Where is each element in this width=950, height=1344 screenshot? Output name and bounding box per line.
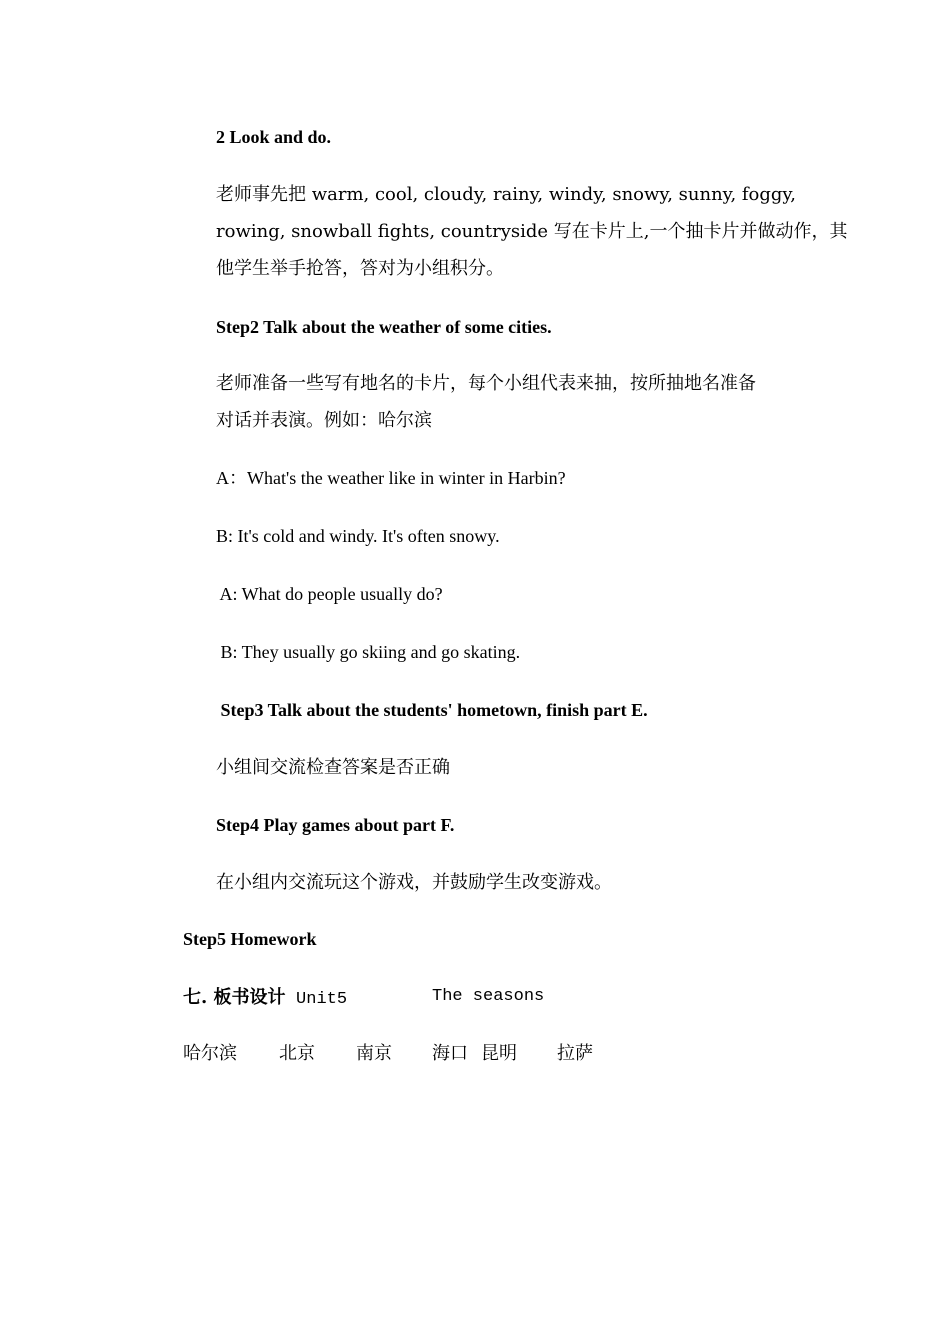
city-label: 哈尔滨: [183, 1043, 237, 1064]
look-and-do-heading: 2 Look and do.: [216, 127, 332, 147]
step2-text-line2: 对话并表演。例如：哈尔滨: [216, 410, 432, 431]
step5-heading: Step5 Homework: [183, 929, 317, 949]
board-design-title: The seasons: [432, 987, 545, 1006]
city-label: 北京: [279, 1043, 315, 1064]
dialogue-line: B: It's cold and windy. It's often snowy.: [216, 526, 500, 546]
look-and-do-text-line3: 他学生举手抢答，答对为小组积分。: [216, 258, 504, 279]
city-label: 海口: [432, 1043, 468, 1064]
city-label: 南京: [356, 1043, 392, 1064]
step3-text: 小组间交流检查答案是否正确: [216, 757, 450, 778]
board-design-row: [183, 986, 545, 1011]
step4-text: 在小组内交流玩这个游戏，并鼓励学生改变游戏。: [216, 872, 612, 893]
board-design-label: 七. 板书设计: [183, 987, 286, 1008]
look-and-do-text-line2: rowing, snowball fights, countryside 写在卡片上,一个抽卡片并做动作，其: [216, 221, 848, 242]
city-label: 拉萨: [557, 1043, 593, 1064]
board-design-unit: Unit5: [296, 990, 348, 1009]
dialogue-line: B: They usually go skiing and go skating.: [216, 642, 521, 662]
city-label: 昆明: [481, 1043, 517, 1064]
step2-heading: Step2 Talk about the weather of some cities.: [216, 317, 552, 337]
dialogue-line: A: What do people usually do?: [216, 584, 443, 604]
step2-text-line1: 老师准备一些写有地名的卡片，每个小组代表来抽，按所抽地名准备: [216, 373, 756, 394]
step4-heading: Step4 Play games about part F.: [216, 815, 455, 835]
look-and-do-text-line1: 老师事先把 warm, cool, cloudy, rainy, windy, snowy, sunny, foggy,: [216, 184, 796, 205]
step3-heading: Step3 Talk about the students' hometown, finish part E.: [216, 700, 648, 720]
dialogue-line: A：What's the weather like in winter in Harbin?: [216, 468, 566, 488]
